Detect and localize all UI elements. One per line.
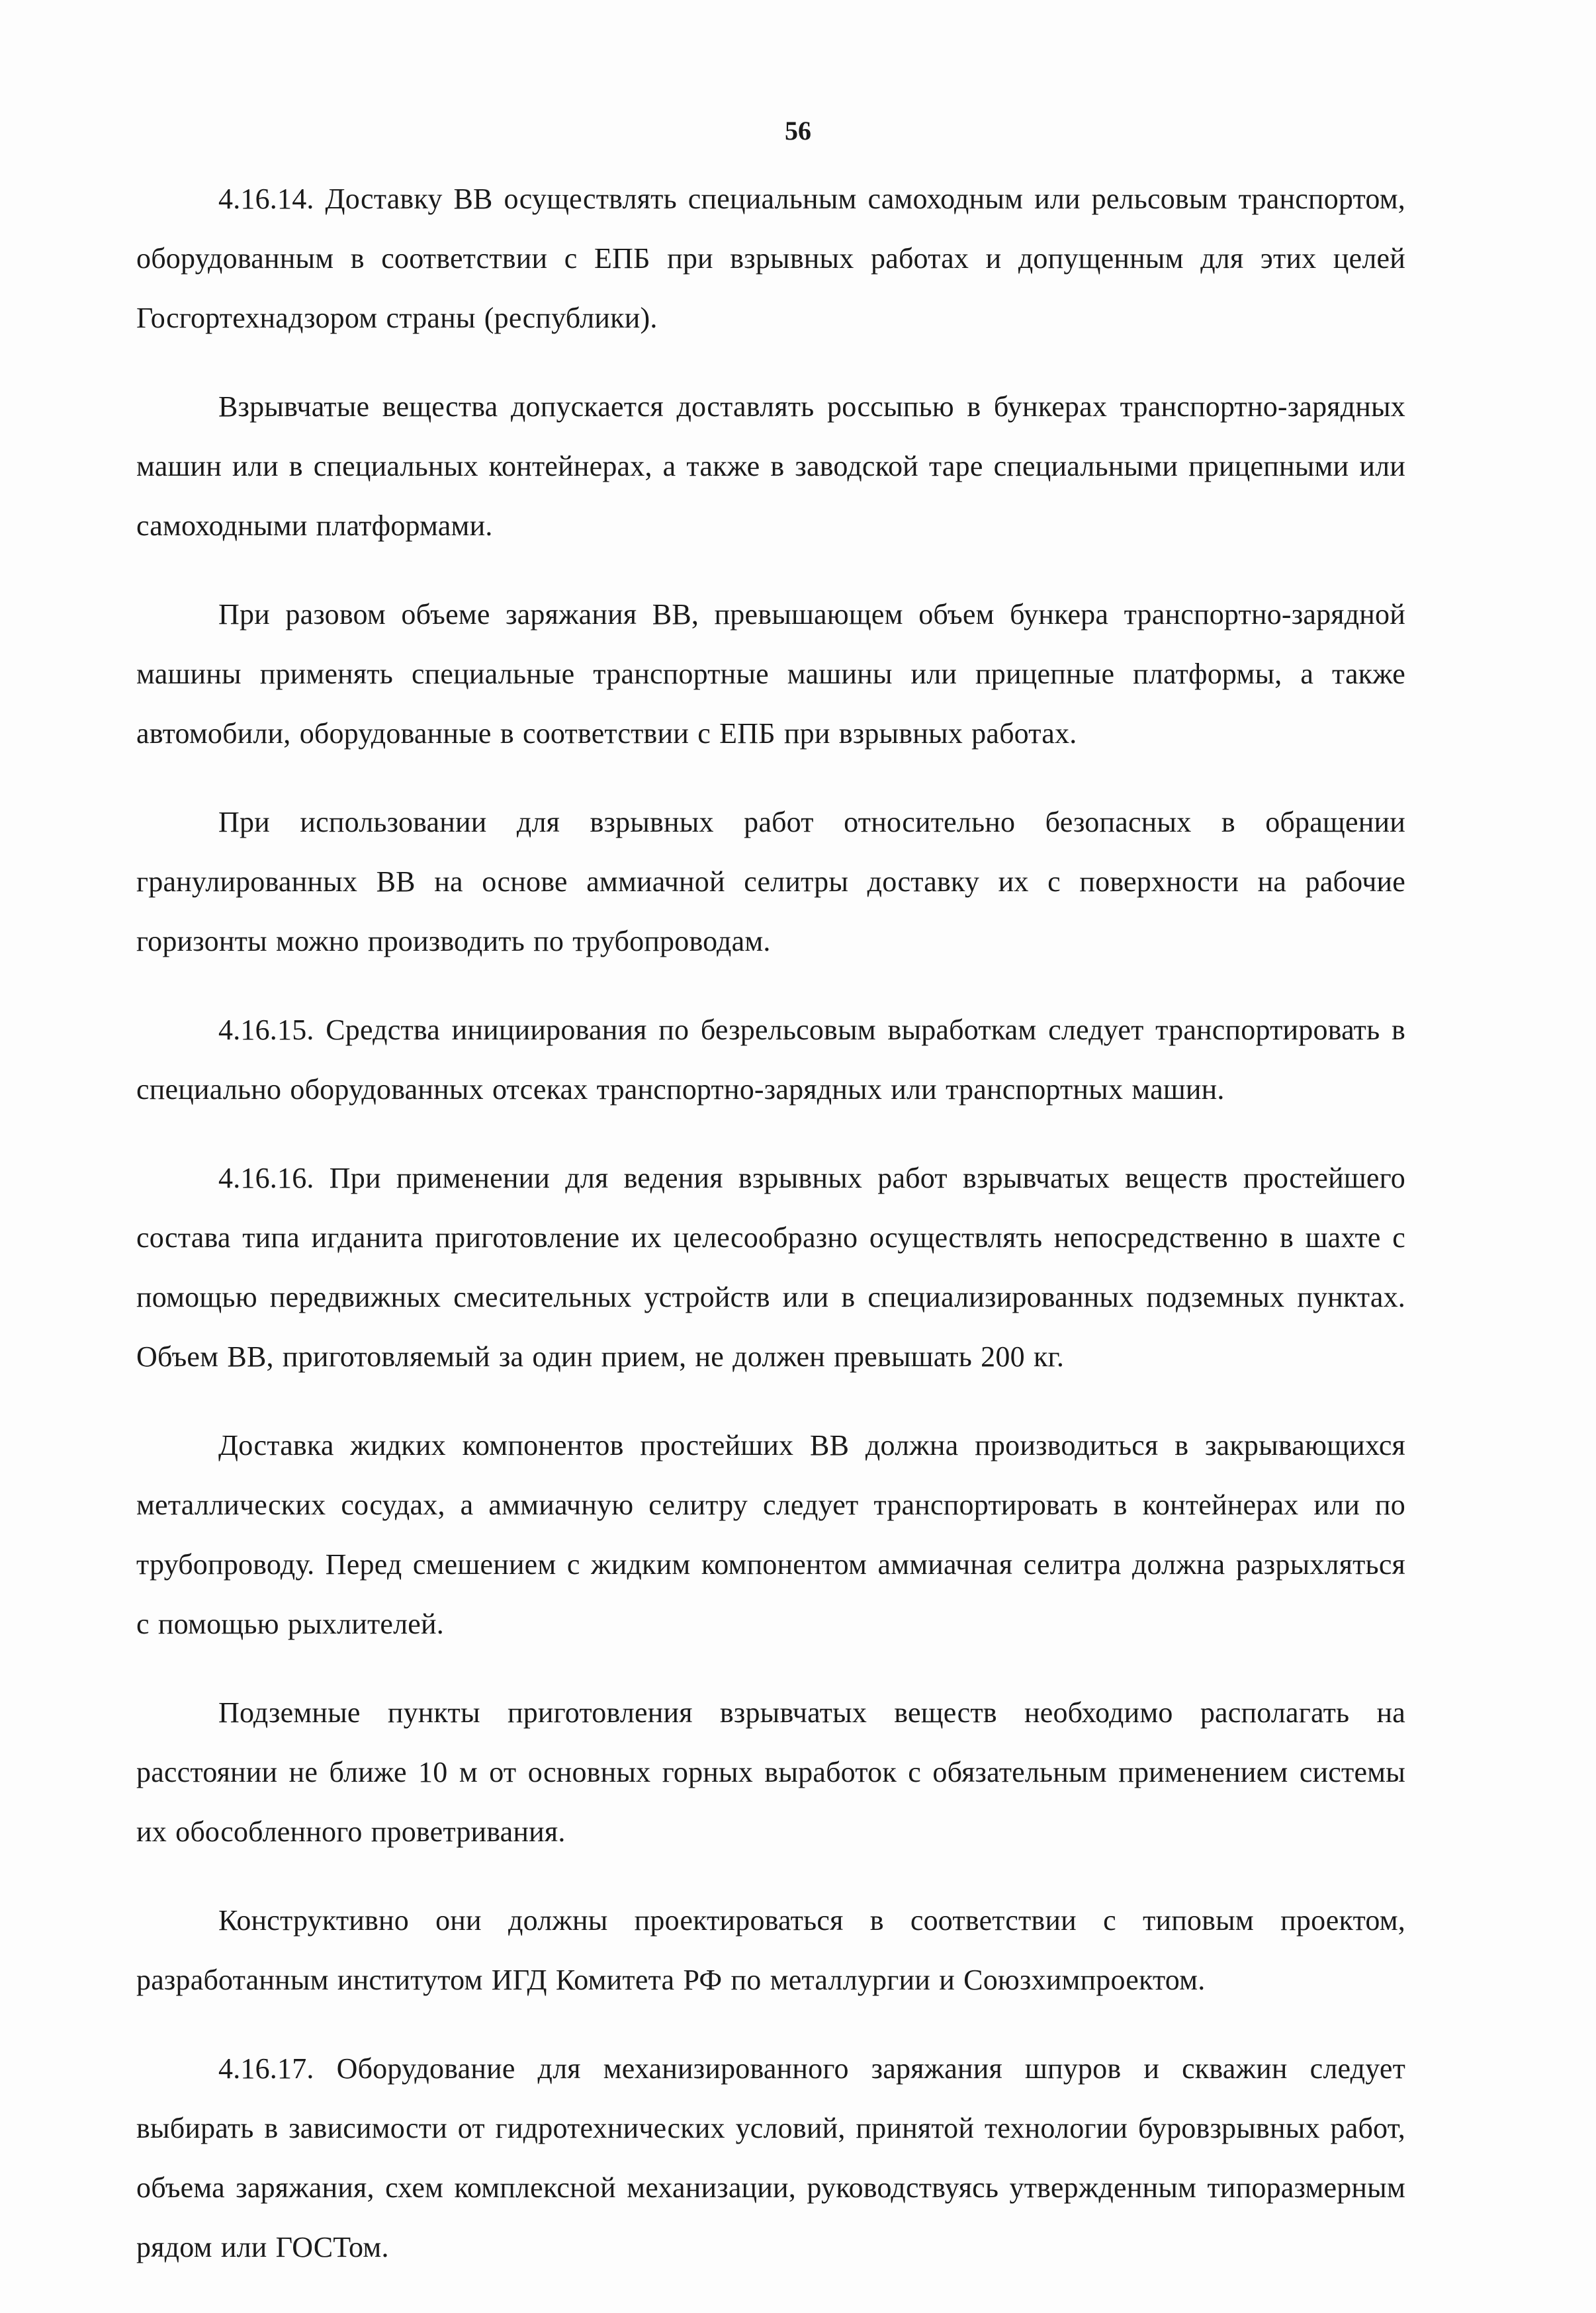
paragraph-liquid-components: Доставка жидких компонентов простейших ВВ должна производиться в закрывающихся металлических сосудах, а аммиачную селитру следует транспортировать в контейнерах или по трубопроводу. Перед смешением с жидким компонентом аммиачная селитра должна разрыхляться с помощью рыхлителей. [136,1429,1405,1640]
paragraph-4-16-16: 4.16.16. При применении для ведения взрывных работ взрывчатых веществ простейшего состава типа игданита приготовление их целесообразно осуществлять непосредственно в шахте с помощью передвижных смесительных устройств или в специализированных подземных пунктах. Объем ВВ, приготовляемый за один прием, не должен превышать 200 кг. [136,1162,1405,1373]
paragraph-underground-points: Подземные пункты приготовления взрывчатых веществ необходимо располагать на расстоянии не ближе 10 м от основных горных выработок с обязательным применением системы их обособленного проветривания. [136,1696,1405,1848]
paragraph-single-charge-volume: При разовом объеме заряжания ВВ, превышающем объем бункера транспортно-зарядной машины применять специальные транспортные машины или прицепные платформы, а также автомобили, оборудованные в соответствии с ЕПБ при взрывных работах. [136,598,1405,750]
paragraph-4-16-14: 4.16.14. Доставку ВВ осуществлять специальным самоходным или рельсовым транспортом, оборудованным в соответствии с ЕПБ при взрывных работах и допущенным для этих целей Госгортехнадзором страны (республики). [136,183,1405,334]
paragraph-4-16-17: 4.16.17. Оборудование для механизированного заряжания шпуров и скважин следует выбирать в зависимости от гидротехнических условий, принятой технологии буровзрывных работ, объема заряжания, схем комплексной механизации, руководствуясь утвержденным типоразмерным рядом или ГОСТом. [136,2052,1405,2263]
paragraph-explosives-delivery: Взрывчатые вещества допускается доставлять россыпью в бункерах транспортно-зарядных машин или в специальных контейнерах, а также в заводской таре специальными прицепными или самоходными платформами. [136,390,1405,542]
paragraph-4-16-15: 4.16.15. Средства инициирования по безрельсовым выработкам следует транспортировать в специально оборудованных отсеках транспортно-зарядных или транспортных машин. [136,1014,1405,1106]
page-number: 56 [785,116,811,146]
paragraph-design: Конструктивно они должны проектироваться в соответствии с типовым проектом, разработанным институтом ИГД Комитета РФ по металлургии и Союзхимпроектом. [136,1904,1405,1996]
document-body [136,169,1405,2306]
paragraph-granulated-explosives: При использовании для взрывных работ относительно безопасных в обращении гранулированных ВВ на основе аммиачной селитры доставку их с поверхности на рабочие горизонты можно производить по трубопроводам. [136,806,1405,957]
